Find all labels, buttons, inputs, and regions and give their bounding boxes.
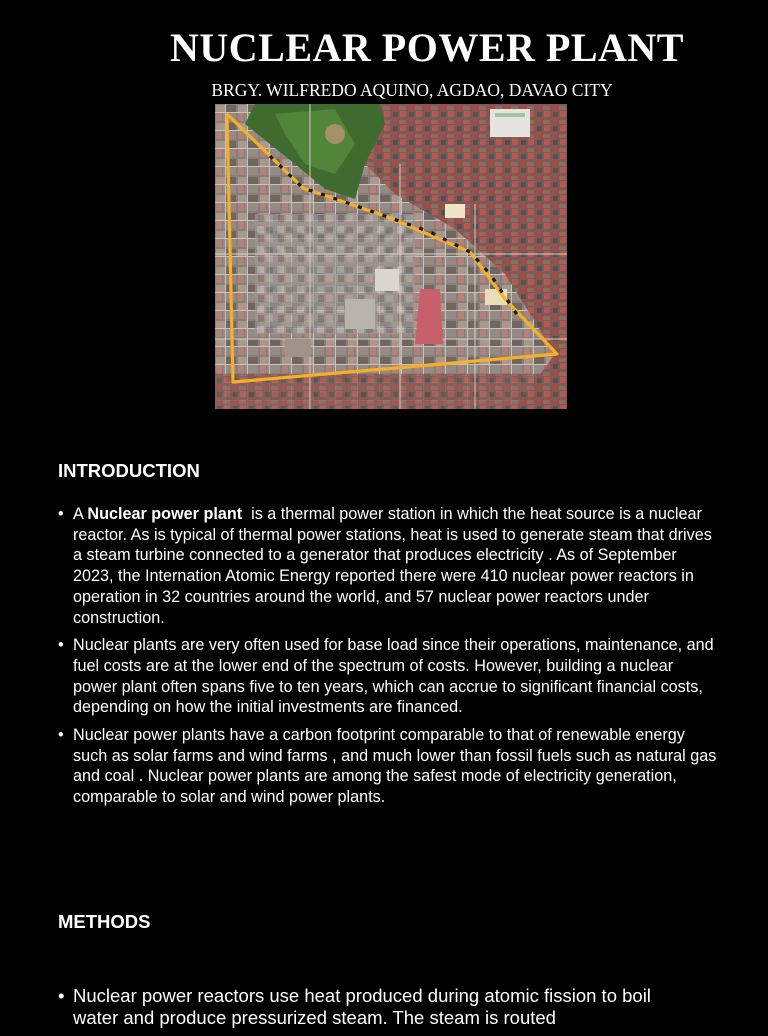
bullet-text: Nuclear power reactors use heat produced during atomic fission to boil water and produce pressurized steam. The steam is routed xyxy=(73,985,651,1028)
bullet-icon: • xyxy=(58,636,64,655)
methods-heading: METHODS xyxy=(58,911,151,932)
methods-bullet-list xyxy=(58,985,698,1036)
list-item xyxy=(58,504,720,628)
introduction-bullet-list xyxy=(58,504,720,815)
list-item xyxy=(58,725,720,808)
aerial-map-image xyxy=(215,104,567,409)
bullet-text: Nuclear plants are very often used for base load since their operations, maintenance, and fuel costs are at the lower end of the spectrum of costs. However, building a nuclear power plant often spans five to ten years, which can accrue to significant financial costs, depending on how the initial investments are financed. xyxy=(73,636,714,717)
list-item xyxy=(58,635,720,718)
bullet-icon: • xyxy=(58,726,64,745)
bullet-icon: • xyxy=(58,505,64,523)
bullet-prefix: A xyxy=(73,505,88,523)
bullet-icon: • xyxy=(58,985,65,1006)
introduction-heading: INTRODUCTION xyxy=(58,460,200,481)
page-subtitle: BRGY. WILFREDO AQUINO, AGDAO, DAVAO CITY xyxy=(211,80,613,100)
page-title: NUCLEAR POWER PLANT xyxy=(170,25,684,70)
bullet-text: is a thermal power station in which the heat source is a nuclear reactor. As is typical of thermal power stations, heat is used to generate steam that drives a steam turbine connected to a generator that produces electricity . As of September 2023, the Internation Atomic Energy reported there were 410 nuclear power reactors in operation in 32 countries around the world, and 57 nuclear power reactors under construction. xyxy=(73,505,717,627)
bullet-text: Nuclear power plants have a carbon footprint comparable to that of renewable energy such as solar farms and wind farms , and much lower than fossil fuels such as natural gas and coal . Nuclear power plants are among the safest mode of electricity generation, comparable to solar and wind power plants. xyxy=(73,726,717,807)
bold-term: Nuclear power plant xyxy=(87,505,243,523)
list-item xyxy=(58,985,698,1029)
